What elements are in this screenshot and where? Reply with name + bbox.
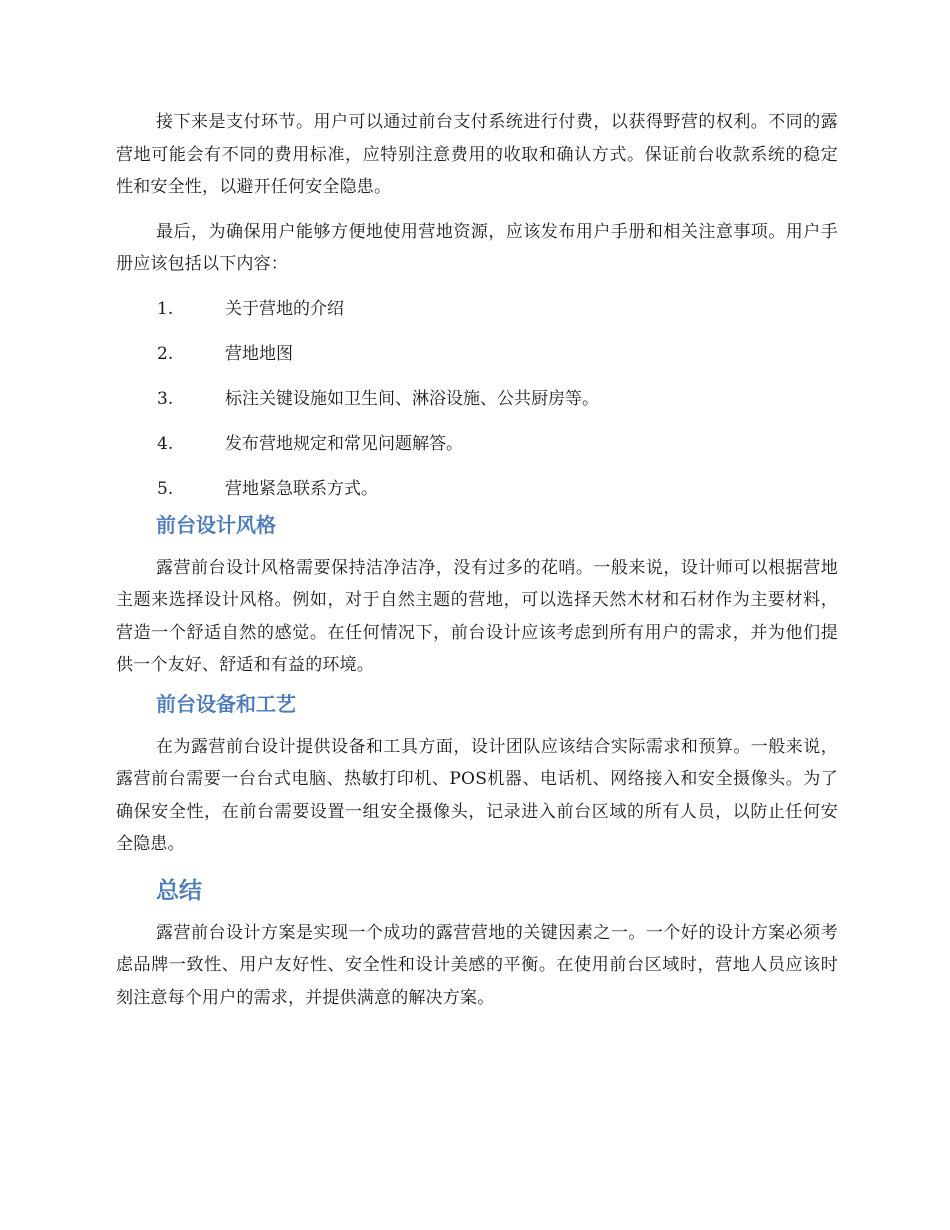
summary-heading: 总结 xyxy=(156,877,202,904)
list-item-number: 2. xyxy=(157,343,174,364)
list-item-text: 标注关键设施如卫生间、淋浴设施、公共厨房等。 xyxy=(225,388,599,409)
list-item-number: 1. xyxy=(157,298,174,319)
list-item-number: 3. xyxy=(157,388,174,409)
design-style-paragraph: 露营前台设计风格需要保持洁净洁净，没有过多的花哨。一般来说，设计师可以根据营地主题来选择设计风格。例如，对于自然主题的营地，可以选择天然木材和石材作为主要材料，营造一个舒适自然的感觉。在任何情况下，前台设计应该考虑到所有用户的需求，并为他们提供一个友好、舒适和有益的环境。 xyxy=(116,557,838,675)
list-item xyxy=(116,428,838,473)
manual-intro-paragraph: 最后，为确保用户能够方便地使用营地资源，应该发布用户手册和相关注意事项。用户手册应该包括以下内容： xyxy=(116,221,838,274)
summary-paragraph: 露营前台设计方案是实现一个成功的露营营地的关键因素之一。一个好的设计方案必须考虑品牌一致性、用户友好性、安全性和设计美感的平衡。在使用前台区域时，营地人员应该时刻注意每个用户的需求，并提供满意的解决方案。 xyxy=(116,922,838,1008)
list-item-text: 营地地图 xyxy=(225,343,293,364)
manual-contents-list xyxy=(116,293,838,507)
list-item xyxy=(116,473,838,507)
list-item-text: 发布营地规定和常见问题解答。 xyxy=(225,433,463,454)
payment-paragraph: 接下来是支付环节。用户可以通过前台支付系统进行付费，以获得野营的权利。不同的露营地可能会有不同的费用标准，应特别注意费用的收取和确认方式。保证前台收款系统的稳定性和安全性，以避开任何安全隐患。 xyxy=(116,112,838,197)
design-style-heading: 前台设计风格 xyxy=(156,512,276,537)
list-item xyxy=(116,383,838,428)
equipment-heading: 前台设备和工艺 xyxy=(156,691,296,716)
list-item xyxy=(116,338,838,383)
equipment-paragraph: 在为露营前台设计提供设备和工具方面，设计团队应该结合实际需求和预算。一般来说，露营前台需要一台台式电脑、热敏打印机、POS机器、电话机、网络接入和安全摄像头。为了确保安全性，在前台需要设置一组安全摄像头，记录进入前台区域的所有人员，以防止任何安全隐患。 xyxy=(116,736,838,854)
list-item-text: 营地紧急联系方式。 xyxy=(225,478,378,499)
list-item-text: 关于营地的介绍 xyxy=(225,298,344,319)
list-item-number: 5. xyxy=(157,478,174,499)
document-page xyxy=(116,106,838,1014)
list-item xyxy=(116,293,838,338)
list-item-number: 4. xyxy=(157,433,174,454)
